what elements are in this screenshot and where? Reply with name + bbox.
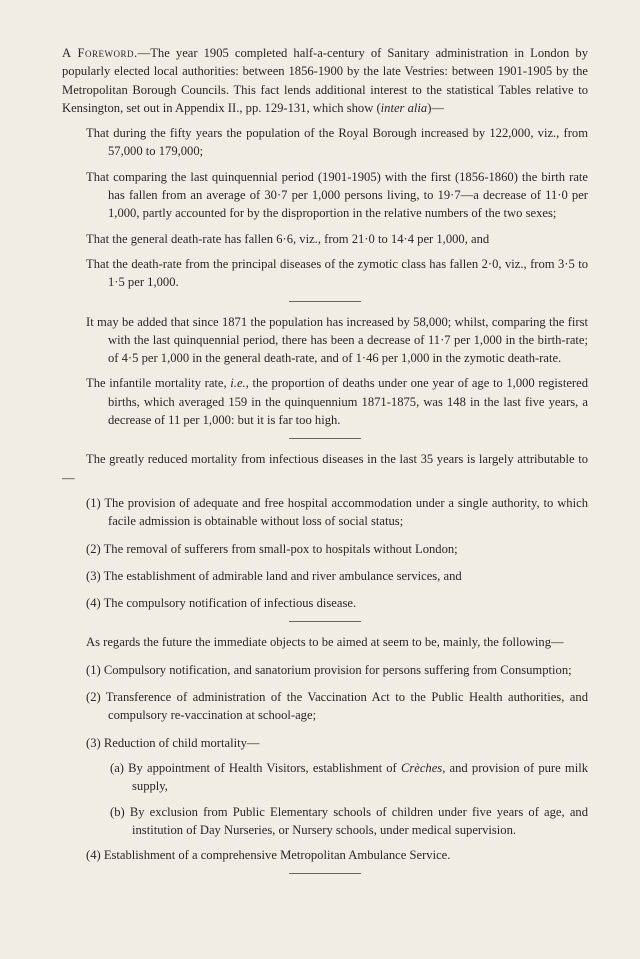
finding-zymotic: That the death-rate from the principal diseases of the zymotic class has fallen 2·0, viz., from 3·5 to 1·5 per 1,000. <box>86 256 588 290</box>
future-object-item: (2) Transference of administration of the Vaccination Act to the Public Health authorities, and compulsory re-vaccination at school-age; <box>86 690 588 723</box>
reduced-mortality-item: (3) The establishment of admirable land and river ambulance services, and <box>86 568 462 583</box>
end-divider <box>289 873 361 874</box>
future-object-item: (1) Compulsory notification, and sanatorium provision for persons suffering from Consumption; <box>86 662 572 677</box>
creches-word: Crèches <box>400 760 443 775</box>
section-divider <box>289 621 361 622</box>
reduced-mortality-item: (1) The provision of adequate and free hospital accommodation under a single authority, to which facile admission is obtainable without loss of social status; <box>86 495 588 529</box>
inter-alia: inter alia <box>380 100 428 115</box>
finding-birth-rate: That comparing the last quinquennial period (1901-1905) with the first (1856-1860) the birth rate has fallen from an average of 30·7 per 1,000 persons living, to 19·7—a decrease of 11·0 per 1,000, partly accounted for by the disproportion in the relative numbers of the two sexes; <box>86 169 588 221</box>
infant-note-text-end: , the proportion of deaths under one year of age to 1,000 registered births, which averaged 159 in the quinquennium 1871-1875, was 148 in the last five years, a decrease of 11 per 1,000: but it is far too high. <box>108 376 589 428</box>
child-mortality-sub-b: (b) By exclusion from Public Elementary schools of children under five years of age, and institution of Day Nurseries, or Nursery schools, under medical supervision. <box>110 804 588 837</box>
foreword-paragraph <box>62 44 588 117</box>
sub-a-text-end: , and provision of pure milk supply, <box>132 760 588 794</box>
section-divider <box>289 301 361 302</box>
reduced-mortality-item: (2) The removal of sufferers from small-pox to hospitals without London; <box>86 541 458 556</box>
infant-note-text: The infantile mortality rate, <box>86 376 231 391</box>
child-mortality-sub-a <box>62 759 588 796</box>
finding-death-rate: That the general death-rate has fallen 6·6, viz., from 21·0 to 14·4 per 1,000, and <box>86 231 490 246</box>
infant-mortality-note <box>62 374 588 429</box>
reduced-mortality-intro: The greatly reduced mortality from infectious diseases in the last 35 years is largely attributable to— <box>62 452 588 485</box>
reduced-mortality-item: (4) The compulsory notification of infectious disease. <box>86 596 357 611</box>
foreword-heading: A Foreword. <box>62 46 138 60</box>
population-note: It may be added that since 1871 the population has increased by 58,000; whilst, comparing the first with the last quinquennial period, there has been a decrease of 11·7 per 1,000 in the birth-rate; of 4·5 per 1,000 in the general death-rate, and of 1·46 per 1,000 in the zymotic death-rate. <box>86 314 588 366</box>
future-object-item: (3) Reduction of child mortality— <box>86 735 260 750</box>
foreword-text: —The year 1905 completed half-a-century of Sanitary administration in London by popularly elected local authorities: between 1856-1900 by the late Vestries: between 1901-1905 by the Metropolitan Borough Councils. This fact lends additional interest to the statistical Tables relative to Kensington, set out in Appendix II., pp. 129-131, which show ( <box>62 46 588 115</box>
finding-population: That during the fifty years the population of the Royal Borough increased by 122,000, viz., from 57,000 to 179,000; <box>86 126 588 159</box>
ie-abbrev: i.e. <box>230 376 246 391</box>
foreword-text-end: )— <box>427 100 444 115</box>
section-divider <box>289 438 361 439</box>
future-object-item: (4) Establishment of a comprehensive Metropolitan Ambulance Service. <box>86 848 451 863</box>
future-objects-intro: As regards the future the immediate objects to be aimed at seem to be, mainly, the following— <box>86 635 564 650</box>
sub-a-text: (a) By appointment of Health Visitors, establishment of <box>110 760 401 775</box>
